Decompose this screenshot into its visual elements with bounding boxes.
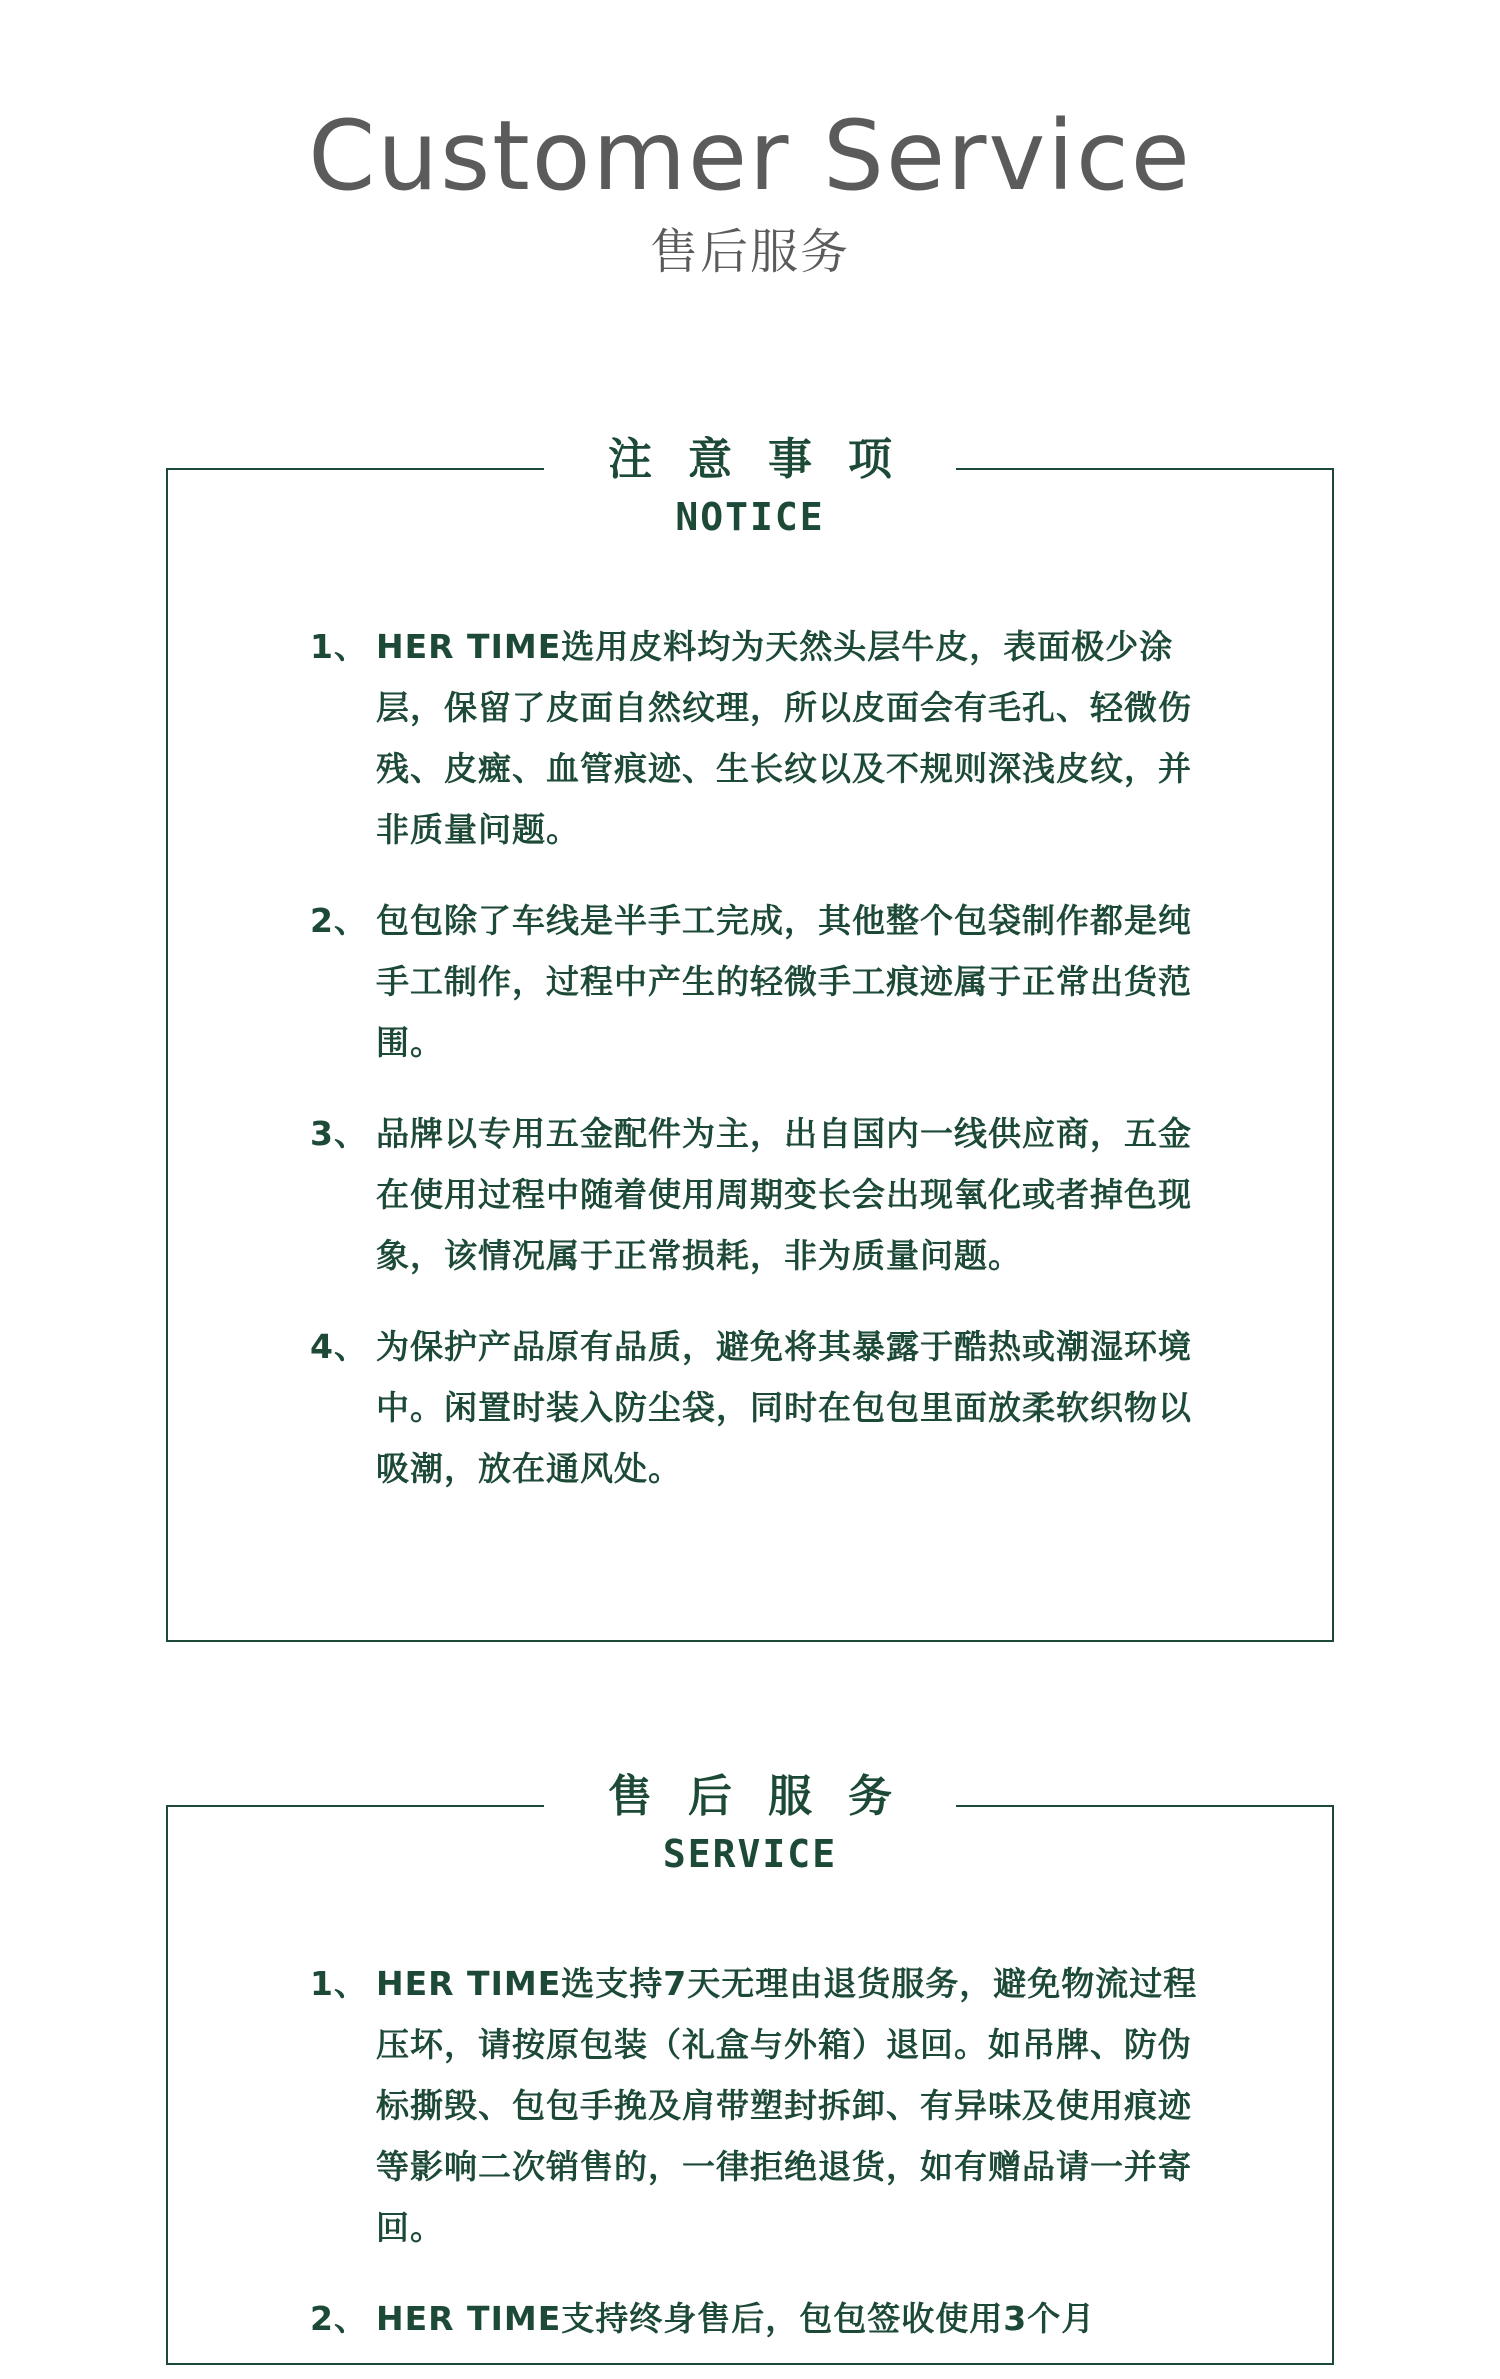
- notice-title-en: NOTICE: [675, 495, 825, 539]
- service-card-heading: [544, 1771, 956, 1876]
- service-item-text: HER TIME选支持7天无理由退货服务，避免物流过程压坏，请按原包装（礼盒与外箱）退回。如吊牌、防伪标撕毁、包包手挽及肩带塑封拆卸、有异味及使用痕迹等影响二次销售的，一律拒绝退货，如有赠品请一并寄回。: [376, 1964, 1198, 2247]
- service-item: [310, 2288, 1210, 2349]
- notice-item-text: 包包除了车线是半手工完成，其他整个包袋制作都是纯手工制作，过程中产生的轻微手工痕迹属于正常出货范围。: [376, 901, 1192, 1062]
- service-item-number: 1、: [310, 1964, 368, 2003]
- page-subtitle: 售后服务: [649, 224, 850, 280]
- service-item: [310, 1953, 1210, 2258]
- service-list: [310, 1953, 1210, 2379]
- notice-item-number: 3、: [310, 1114, 368, 1153]
- notice-item-number: 1、: [310, 627, 368, 666]
- service-card: [166, 1771, 1334, 2365]
- notice-item-number: 4、: [310, 1327, 368, 1366]
- notice-item-text: HER TIME选用皮料均为天然头层牛皮，表面极少涂层，保留了皮面自然纹理，所以皮面会有毛孔、轻微伤残、皮癍、血管痕迹、生长纹以及不规则深浅皮纹，并非质量问题。: [376, 627, 1192, 849]
- notice-item: [310, 616, 1210, 860]
- notice-item: [310, 1103, 1210, 1286]
- notice-item-number: 2、: [310, 901, 368, 940]
- notice-item: [310, 890, 1210, 1073]
- notice-item-text: 为保护产品原有品质，避免将其暴露于酷热或潮湿环境中。闲置时装入防尘袋，同时在包包里面放柔软织物以吸潮，放在通风处。: [376, 1327, 1192, 1488]
- notice-card: [166, 434, 1334, 1642]
- service-title-en: SERVICE: [662, 1832, 838, 1876]
- page-title: Customer Service: [308, 100, 1192, 212]
- notice-item: [310, 1316, 1210, 1499]
- notice-item-text: 品牌以专用五金配件为主，出自国内一线供应商，五金在使用过程中随着使用周期变长会出现氧化或者掉色现象，该情况属于正常损耗，非为质量问题。: [376, 1114, 1192, 1275]
- notice-list: [310, 616, 1210, 1529]
- notice-title-cn: 注意事项: [608, 434, 928, 485]
- notice-card-heading: [544, 434, 956, 539]
- service-item-number: 2、: [310, 2299, 368, 2338]
- service-item-text: HER TIME支持终身售后，包包签收使用3个月: [376, 2299, 1096, 2338]
- service-title-cn: 售后服务: [608, 1771, 928, 1822]
